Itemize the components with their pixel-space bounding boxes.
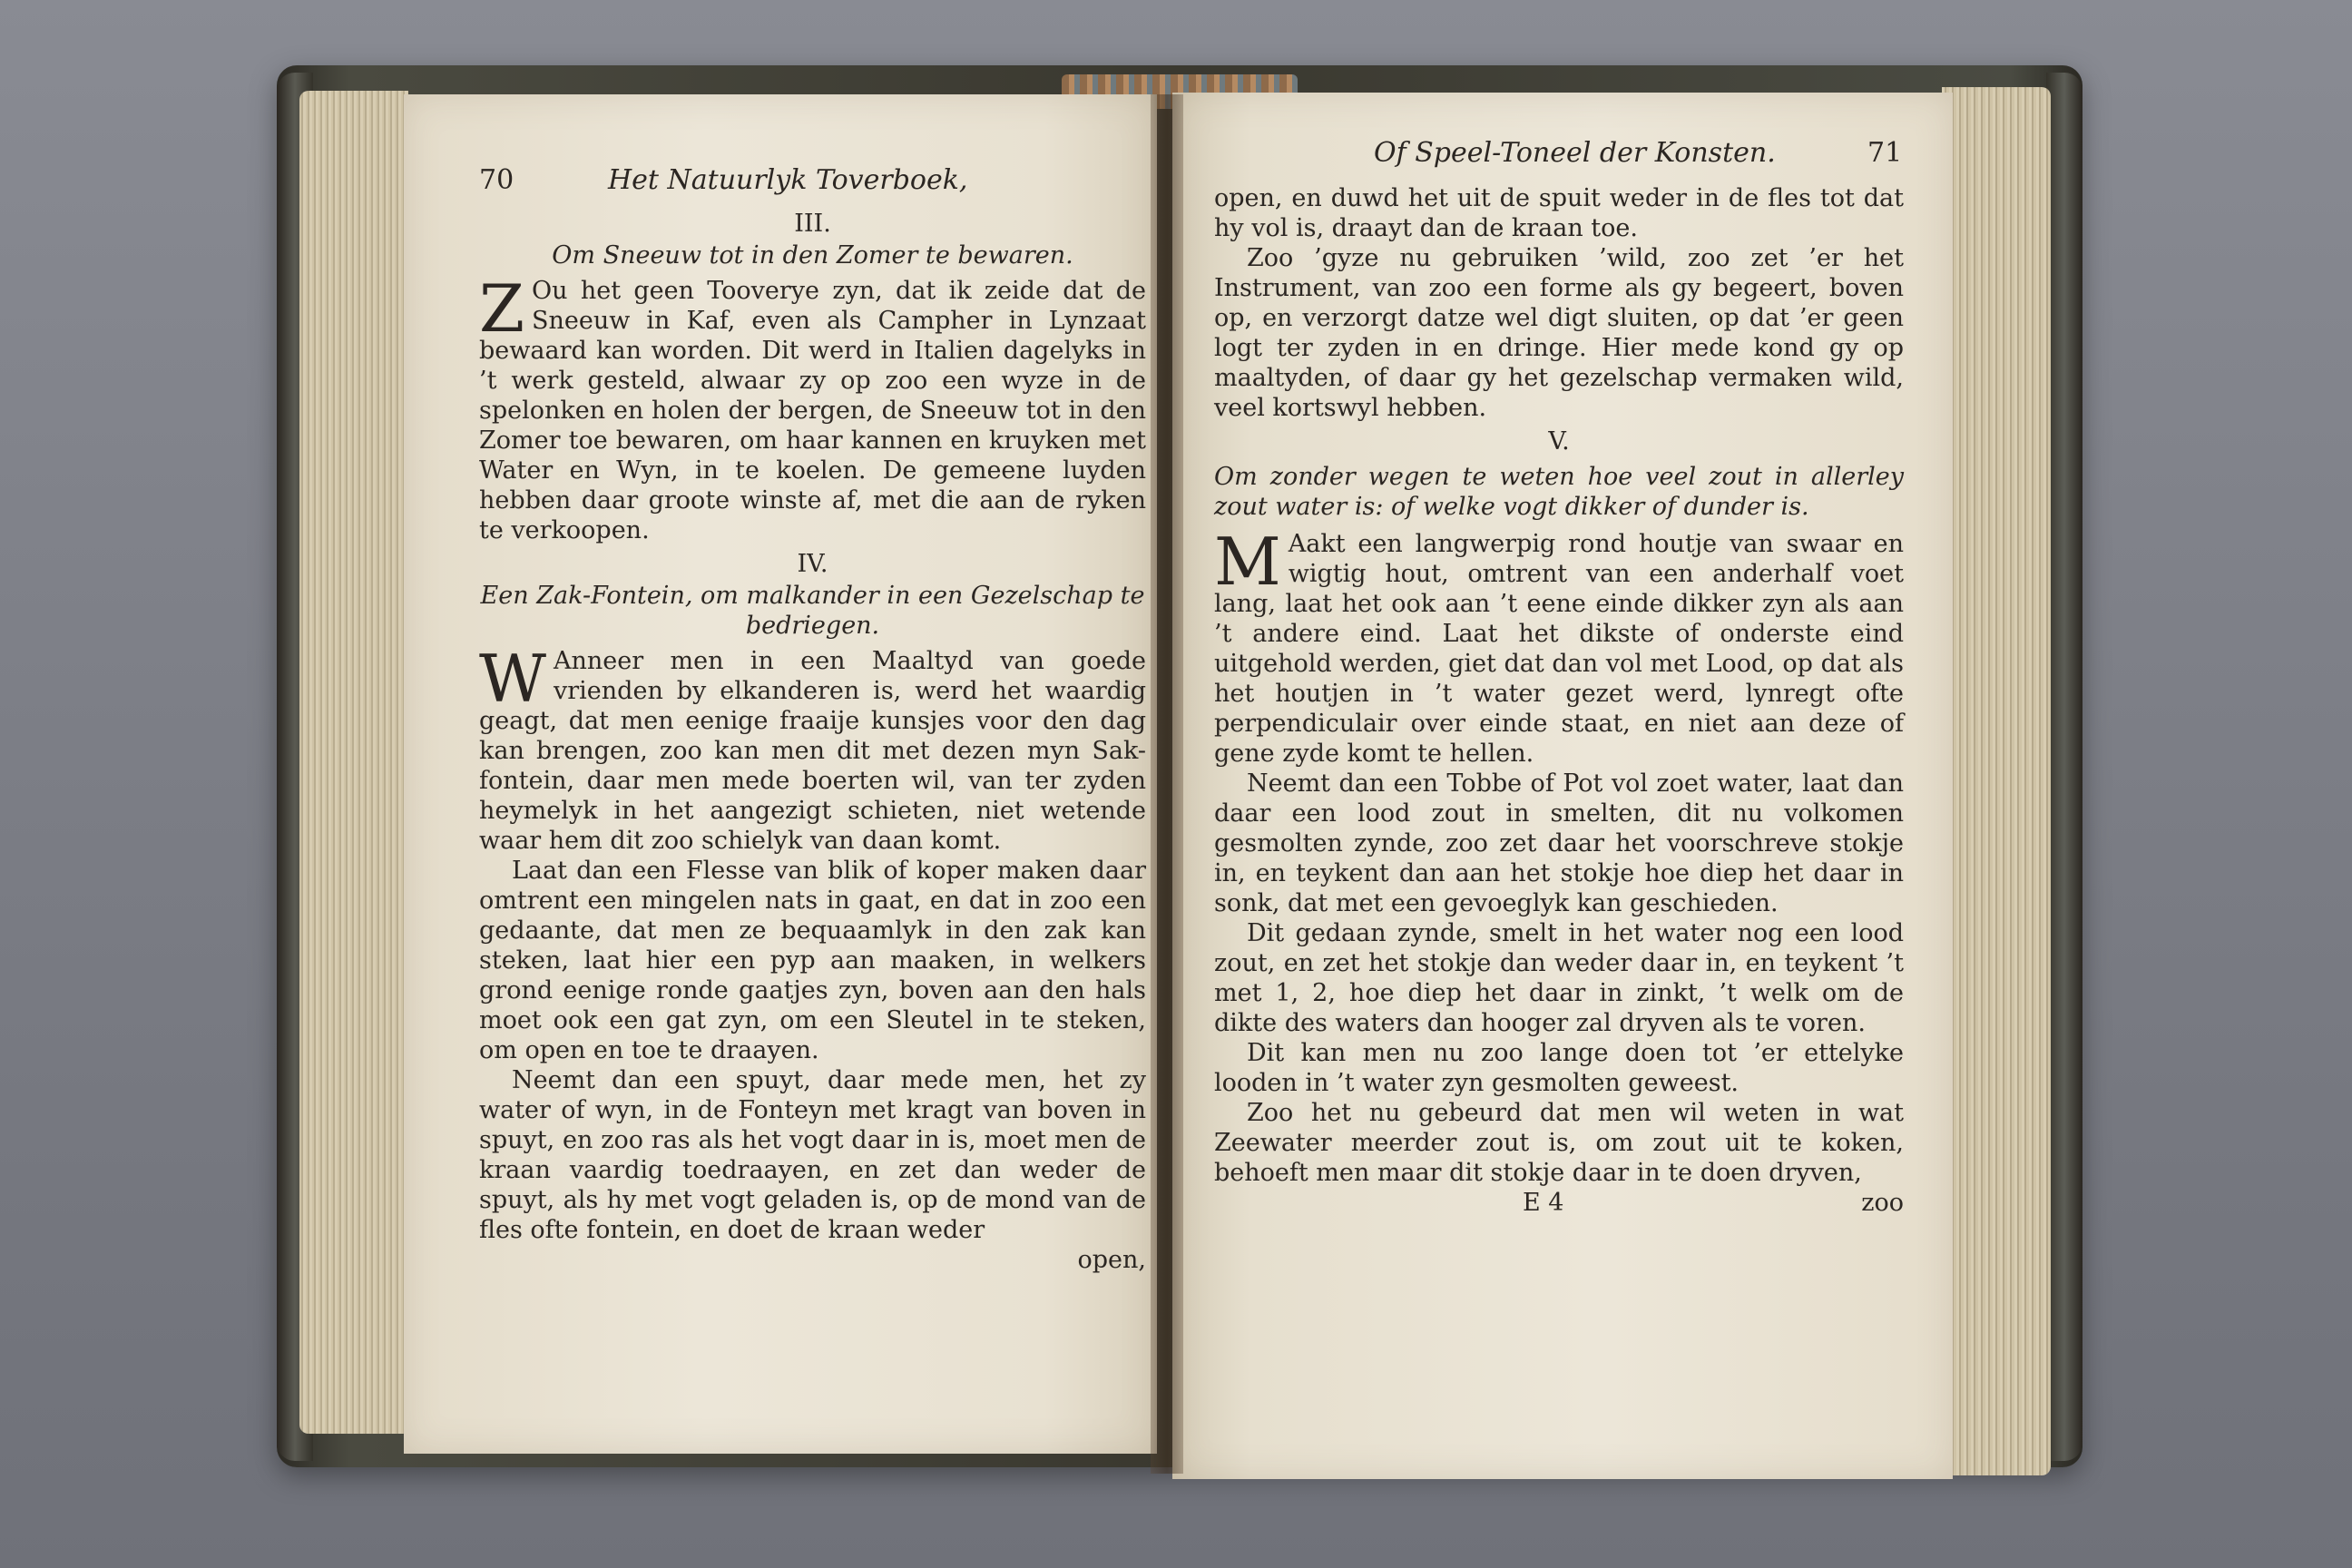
section-body bbox=[479, 270, 1146, 545]
gutter bbox=[1151, 94, 1183, 1474]
cover-edge-right bbox=[2046, 73, 2082, 1461]
left-running-head bbox=[479, 165, 1146, 205]
paragraph: open, en duwd het uit de spuit weder in de fles tot dat hy vol is, draayt dan de kraan toe. bbox=[1214, 184, 1904, 242]
section-numeral: IV. bbox=[797, 550, 828, 578]
paragraph: Dit gedaan zynde, smelt in het water nog een lood zout, en zet het stokje dan weder daar in, en teykent ’t met 1, 2, hoe diep het daar in zinkt, ’t welk om de dikte des waters dan hooger zal dryven als te voren. bbox=[1214, 919, 1904, 1037]
right-page-text bbox=[1214, 137, 1904, 1219]
page-block-right bbox=[1942, 87, 2051, 1475]
section-body bbox=[1214, 524, 1904, 769]
drop-capital: Z bbox=[479, 270, 525, 347]
section-title: Om zonder wegen te weten hoe veel zout in allerley zout water is: of welke vogt dikker of dunder is. bbox=[1214, 463, 1904, 521]
paragraph: Zoo het nu gebeurd dat men wil weten in wat Zeewater meerder zout is, om zout uit te koken, behoeft men maar dit stokje daar in te doen dryven, bbox=[1214, 1099, 1904, 1187]
section-title: Om Sneeuw tot in den Zomer te bewaren. bbox=[552, 241, 1073, 270]
drop-capital: W bbox=[479, 641, 547, 717]
body-text: Anneer men in een Maaltyd van goede vrienden by elkanderen is, werd het waardig geagt, dat men eenige fraaije kunsjes voor den dag kan brengen, zoo kan men dit met dezen myn Sak-fontein, daar men mede boerten wil, van ter zyden heymelyk in het aangezigt schieten, niet wetende waar hem dit zoo schielyk van daan komt. bbox=[479, 647, 1146, 855]
section-body bbox=[479, 641, 1146, 856]
catchword-line bbox=[1214, 1188, 1904, 1219]
paragraph: Zoo ’gyze nu gebruiken ’wild, zoo zet ’er het Instrument, van zoo een forme als gy begeert, boven op, en verzorgt datze wel digt sluiten, op dat ’er geen logt ter zyden in en dringe. Hier mede kond gy op maaltyden, of daar gy het gezelschap vermaken wild, veel kortswyl hebben. bbox=[1214, 244, 1904, 422]
paragraph: Neemt dan een Tobbe of Pot vol zoet water, laat dan daar een lood zout in smelten, dit nu volkomen gesmolten zynde, zoo zet daar het voorschreve stokje in, en teykent dan aan het stokje hoe diep het daar in sonk, dat met een gevoeglyk kan geschieden. bbox=[1214, 769, 1904, 917]
running-title: Of Speel-Toneel der Konsten. bbox=[1374, 137, 1776, 169]
catchword: zoo bbox=[1861, 1189, 1904, 1217]
drop-capital: M bbox=[1214, 524, 1281, 600]
catchword-line bbox=[479, 1245, 1146, 1276]
paragraph: Dit kan men nu zoo lange doen tot ’er ettelyke looden in ’t water zyn gesmolten geweest. bbox=[1214, 1039, 1904, 1097]
section-numeral: III. bbox=[794, 210, 831, 238]
section-title: Een Zak-Fontein, om malkander in een Gezelschap te bedriegen. bbox=[480, 582, 1145, 640]
left-page-text bbox=[479, 165, 1146, 1276]
signature-mark: E 4 bbox=[1523, 1189, 1564, 1217]
page-block-left bbox=[299, 91, 408, 1434]
paragraph: Neemt dan een spuyt, daar mede men, het zy water of wyn, in de Fonteyn met kragt van boven in spuyt, en zoo ras als het vogt daar in is, moet men de kraan vaardig toedraayen, en zet dan weder de spuyt, als hy met vogt geladen is, op de mond van de fles ofte fontein, en doet de kraan weder bbox=[479, 1066, 1146, 1244]
catchword: open, bbox=[1077, 1246, 1146, 1274]
page-number: 70 bbox=[479, 164, 514, 196]
right-running-head bbox=[1214, 137, 1904, 205]
running-title: Het Natuurlyk Toverboek, bbox=[608, 164, 968, 196]
body-text: Ou het geen Tooverye zyn, dat ik zeide dat de Sneeuw in Kaf, even als Campher in Lynzaat bewaard kan worden. Dit werd in Italien dagelyks in ’t werk gesteld, alwaar zy op zoo een wyze in de spelonken en holen der bergen, de Sneeuw tot in den Zomer toe bewaren, om haar kannen en kruyken met Water en Wyn, in te koelen. De gemeene luyden hebben daar groote winste af, met die aan de ryken te verkoopen. bbox=[479, 277, 1146, 544]
page-number: 71 bbox=[1867, 137, 1903, 169]
section-numeral: V. bbox=[1548, 427, 1570, 456]
body-text: Aakt een langwerpig rond houtje van swaar en wigtig hout, omtrent van een anderhalf voet lang, laat het ook aan ’t eene einde dikker zyn als aan ’t andere eind. Laat het dikste of onderste eind uitgehold werden, giet dat dan vol met Lood, op dat als het houtjen in ’t water gezet werd, lynregt ofte perpendiculair over einde staat, en niet aan deze of gene zyde komt te hellen. bbox=[1214, 530, 1904, 768]
paragraph: Laat dan een Flesse van blik of koper maken daar omtrent een mingelen nats in gaat, en dat in zoo een gedaante, dat men ze bequaamlyk in den zak kan steken, laat hier een pyp aan maaken, in welkers grond eenige ronde gaatjes zyn, boven aan den hals moet ook een gat zyn, om een Sleutel in te steken, om open en toe te draayen. bbox=[479, 857, 1146, 1064]
